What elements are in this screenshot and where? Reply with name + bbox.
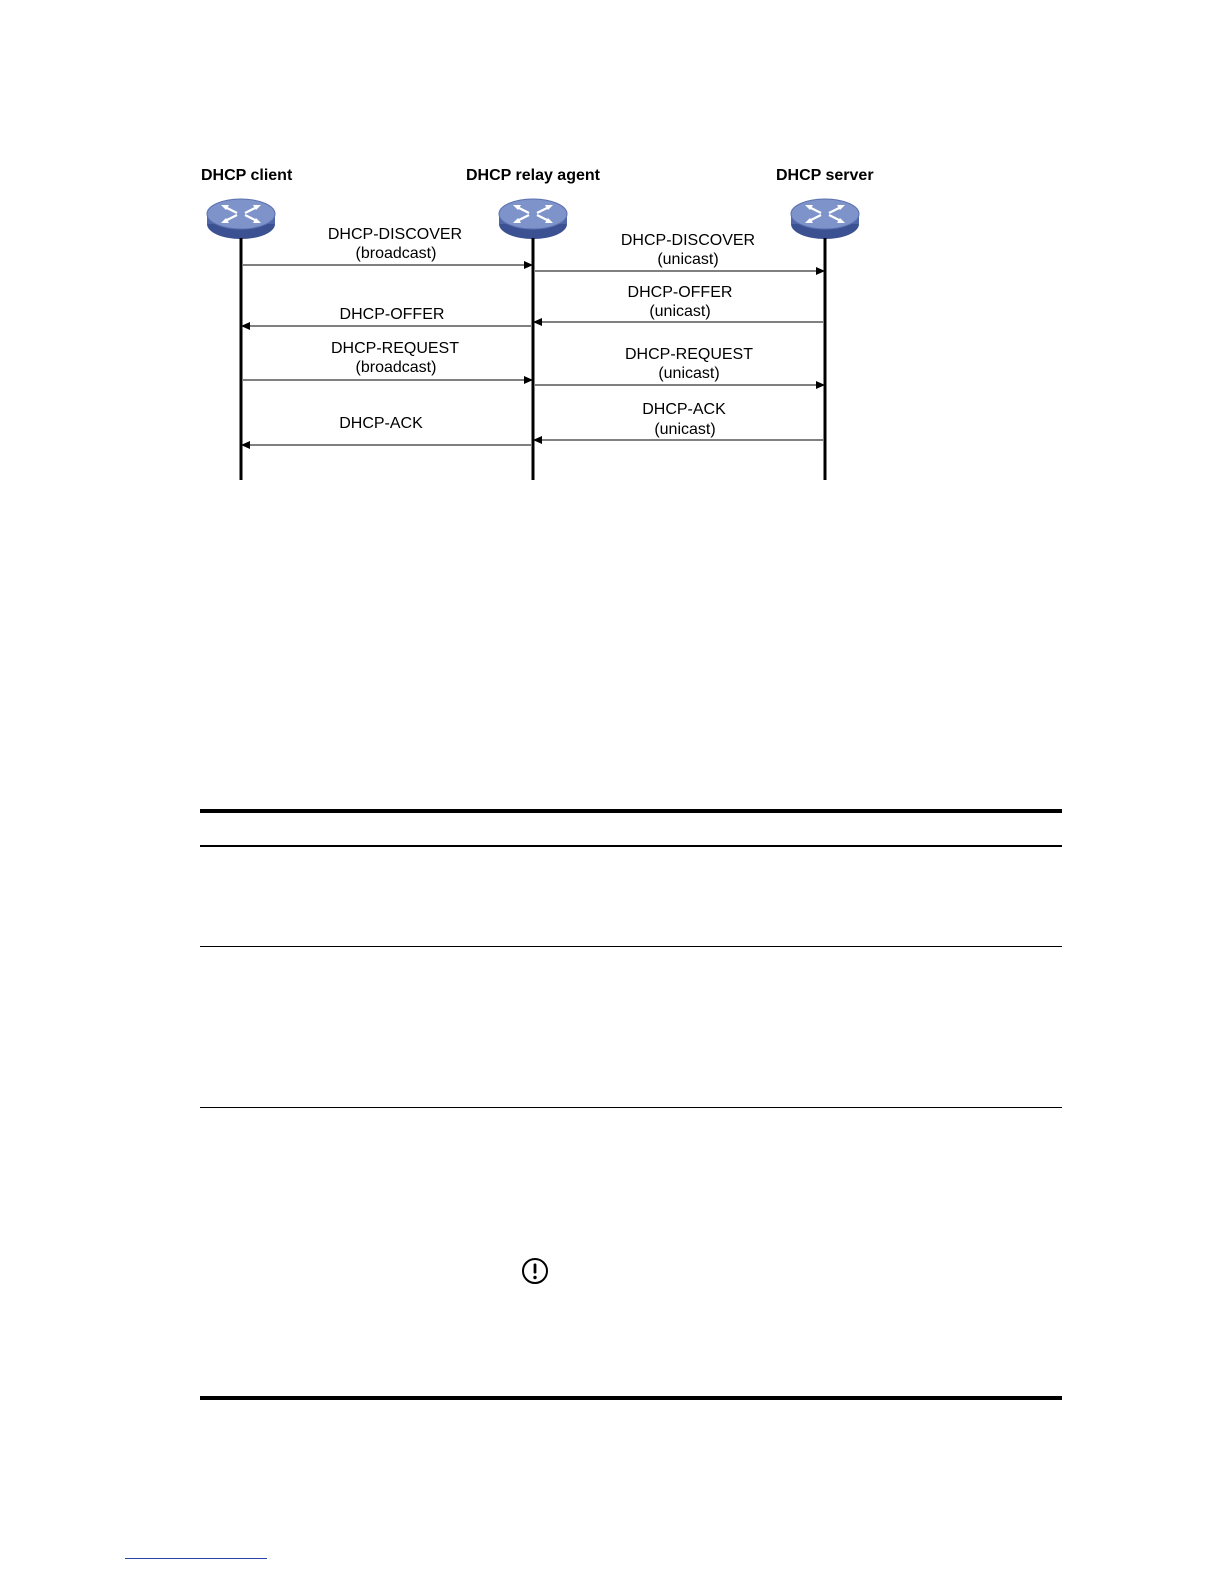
message-sublabel: (unicast) [658,365,720,382]
exclamation-circle-icon [521,1257,549,1285]
node-label-dhcp-relay-agent: DHCP relay agent [466,167,600,184]
message-label: DHCP-REQUEST [330,340,460,357]
router-icon [791,199,859,239]
message-sublabel: (unicast) [649,303,711,320]
message-sublabel: (unicast) [654,421,716,438]
message-label: DHCP-ACK [642,401,726,418]
message-sublabel: (broadcast) [355,245,437,262]
message-label: DHCP-DISCOVER [620,232,756,249]
dhcp-relay-sequence-diagram [0,0,1224,560]
table-row-divider [200,1107,1062,1108]
message-label: DHCP-REQUEST [624,346,754,363]
footer-link-underline [125,1558,267,1559]
message-label: DHCP-ACK [339,415,423,432]
table-row-divider [200,946,1062,947]
message-sublabel: (unicast) [657,251,719,268]
router-icon [499,199,567,239]
router-icon [207,199,275,239]
message-sublabel: (broadcast) [355,359,437,376]
message-label: DHCP-OFFER [339,306,445,323]
table-header-rule [200,845,1062,847]
message-label: DHCP-DISCOVER [327,226,463,243]
table-top-rule [200,809,1062,813]
node-label-dhcp-client: DHCP client [201,167,293,184]
node-label-dhcp-server: DHCP server [776,167,874,184]
message-label: DHCP-OFFER [627,284,733,301]
table-bottom-rule [200,1396,1062,1400]
